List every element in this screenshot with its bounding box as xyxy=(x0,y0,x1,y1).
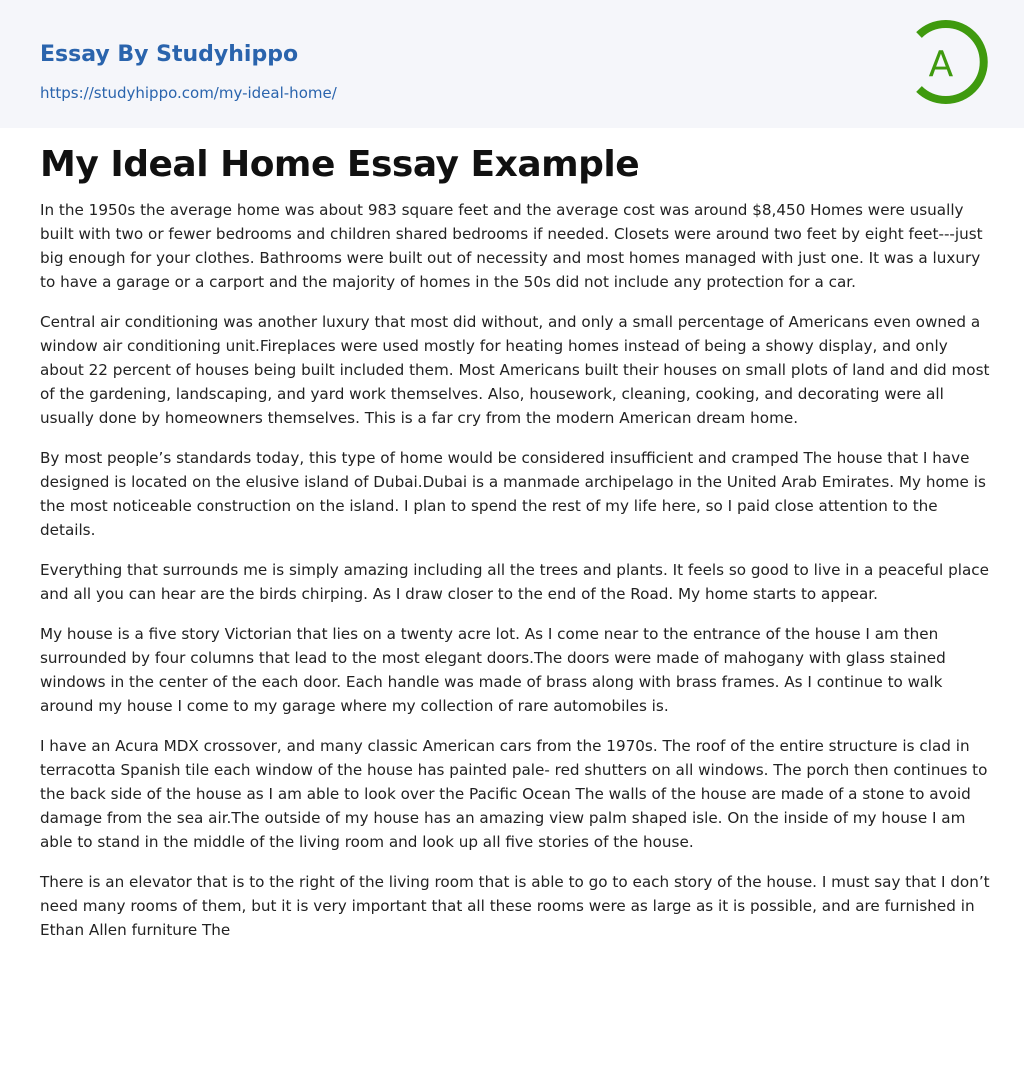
essay-body xyxy=(40,198,990,958)
brand-title: Essay By Studyhippo xyxy=(40,42,299,67)
essay-paragraph: By most people’s standards today, this type of home would be considered insufficient and cramped The house that I have designed is located on the elusive island of Dubai.Dubai is a manmade archipelago in the United Arab Emirates. My home is the most noticeable construction on the island. I plan to spend the rest of my life here, so I paid close attention to the details. xyxy=(40,449,986,539)
logo-letter: A xyxy=(928,44,954,85)
page-title: My Ideal Home Essay Example xyxy=(40,144,640,185)
essay-paragraph: There is an elevator that is to the right of the living room that is able to go to each story of the house. I must say that I don’t need many rooms of them, but it is very important that all these rooms were as large as it is possible, and are furnished in Ethan Allen furniture The xyxy=(40,873,990,939)
studyhippo-logo-icon[interactable] xyxy=(905,18,989,106)
essay-paragraph: In the 1950s the average home was about 983 square feet and the average cost was around $8,450 Homes were usually built with two or fewer bedrooms and children shared bedrooms if needed. Closets were around two feet by eight feet---just big enough for your clothes. Bathrooms were built out of necessity and most homes managed with just one. It was a luxury to have a garage or a carport and the majority of homes in the 50s did not include any protection for a car. xyxy=(40,201,983,291)
site-header xyxy=(0,0,1024,128)
essay-paragraph: I have an Acura MDX crossover, and many classic American cars from the 1970s. The roof of the entire structure is clad in terracotta Spanish tile each window of the house has painted pale- red shutters on all windows. The porch then continues to the back side of the house as I am able to look over the Pacific Ocean The walls of the house are made of a stone to avoid damage from the sea air.The outside of my house has an amazing view palm shaped isle. On the inside of my house I am able to stand in the middle of the living room and look up all five stories of the house. xyxy=(40,737,988,851)
essay-paragraph: Everything that surrounds me is simply amazing including all the trees and plants. It feels so good to live in a peaceful place and all you can hear are the birds chirping. As I draw closer to the end of the Road. My home starts to appear. xyxy=(40,561,989,603)
essay-paragraph: Central air conditioning was another luxury that most did without, and only a small percentage of Americans even owned a window air conditioning unit.Fireplaces were used mostly for heating homes instead of being a showy display, and only about 22 percent of houses being built included them. Most Americans built their houses on small plots of land and did most of the gardening, landscaping, and yard work themselves. Also, housework, cleaning, cooking, and decorating were all usually done by homeowners themselves. This is a far cry from the modern American dream home. xyxy=(40,313,990,427)
essay-url-link[interactable]: https://studyhippo.com/my-ideal-home/ xyxy=(40,84,337,102)
essay-paragraph: My house is a five story Victorian that lies on a twenty acre lot. As I come near to the entrance of the house I am then surrounded by four columns that lead to the most elegant doors.The doors were made of mahogany with glass stained windows in the center of the each door. Each handle was made of brass along with brass frames. As I continue to walk around my house I come to my garage where my collection of rare automobiles is. xyxy=(40,625,946,715)
